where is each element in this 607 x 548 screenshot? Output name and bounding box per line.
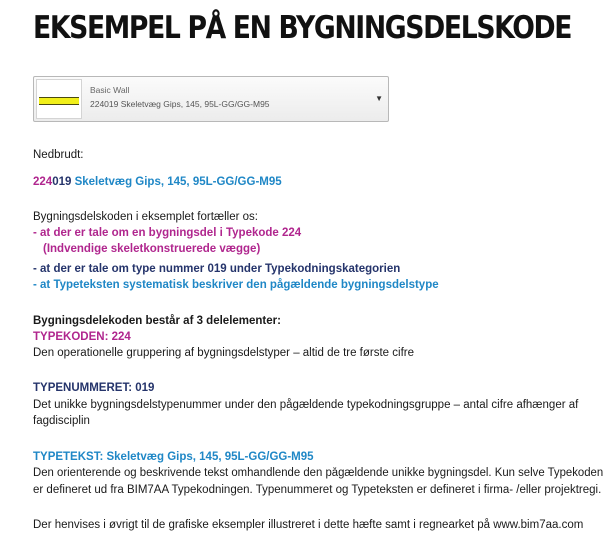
type-name: 224019 Skeletvæg Gips, 145, 95L-GG/GG-M95 <box>90 99 270 109</box>
bullet-typetekst: - at Typeteksten systematisk beskriver den pågældende bygningsdelstype <box>33 279 439 291</box>
type-selector-dropdown[interactable] <box>33 76 389 122</box>
bullet-typenummer: - at der er tale om type nummer 019 under Typekodningskategorien <box>33 263 401 275</box>
family-name: Basic Wall <box>90 85 130 95</box>
typetekst-text-2: er defineret ud fra BIM7AA Typekodningen. Typenummeret og Typeteksten er defineret i firma- /eller projektregi. <box>33 484 602 496</box>
typekoden-heading: TYPEKODEN: 224 <box>33 331 131 343</box>
code-typenummer: 019 <box>52 176 72 188</box>
typenummeret-text-2: fagdisciplin <box>33 415 90 427</box>
typenummeret-text-1: Det unikke bygningsdelstypenummer under den pågældende typekodningsgruppe – antal cifre afhænger af <box>33 399 579 411</box>
bullet-typekode: - at der er tale om en bygningsdel i Typekode 224 <box>33 227 302 239</box>
breakdown-code <box>33 175 282 189</box>
page-title: EKSEMPEL PÅ EN BYGNINGSDELSKODE <box>33 10 572 46</box>
wall-preview <box>36 79 82 119</box>
wall-swatch <box>39 97 79 105</box>
typekoden-text: Den operationelle gruppering af bygningsdelstyper – altid de tre første cifre <box>33 347 414 359</box>
footer-note: Der henvises i øvrigt til de grafiske eksempler illustreret i dette hæfte samt i regnearket på www.bim7aa.com <box>33 519 584 531</box>
typenummeret-heading: TYPENUMMERET: 019 <box>33 382 155 394</box>
code-typetekst: Skeletvæg Gips, 145, 95L-GG/GG-M95 <box>71 176 282 188</box>
breakdown-label: Nedbrudt: <box>33 149 84 161</box>
dropdown-arrow-icon[interactable]: ▼ <box>375 94 383 103</box>
typetekst-heading: TYPETEKST: Skeletvæg Gips, 145, 95L-GG/GG-M95 <box>33 451 314 463</box>
explanation-intro: Bygningsdelskoden i eksemplet fortæller os: <box>33 211 259 223</box>
elements-heading: Bygningsdelekoden består af 3 delelementer: <box>33 315 281 327</box>
code-typekode: 224 <box>33 176 53 188</box>
typetekst-text-1: Den orienterende og beskrivende tekst omhandlende den pågældende unikke bygningsdel. Kun selve Typekoden <box>33 467 604 479</box>
bullet-typekode-sub: (Indvendige skeletkonstruerede vægge) <box>43 243 261 255</box>
